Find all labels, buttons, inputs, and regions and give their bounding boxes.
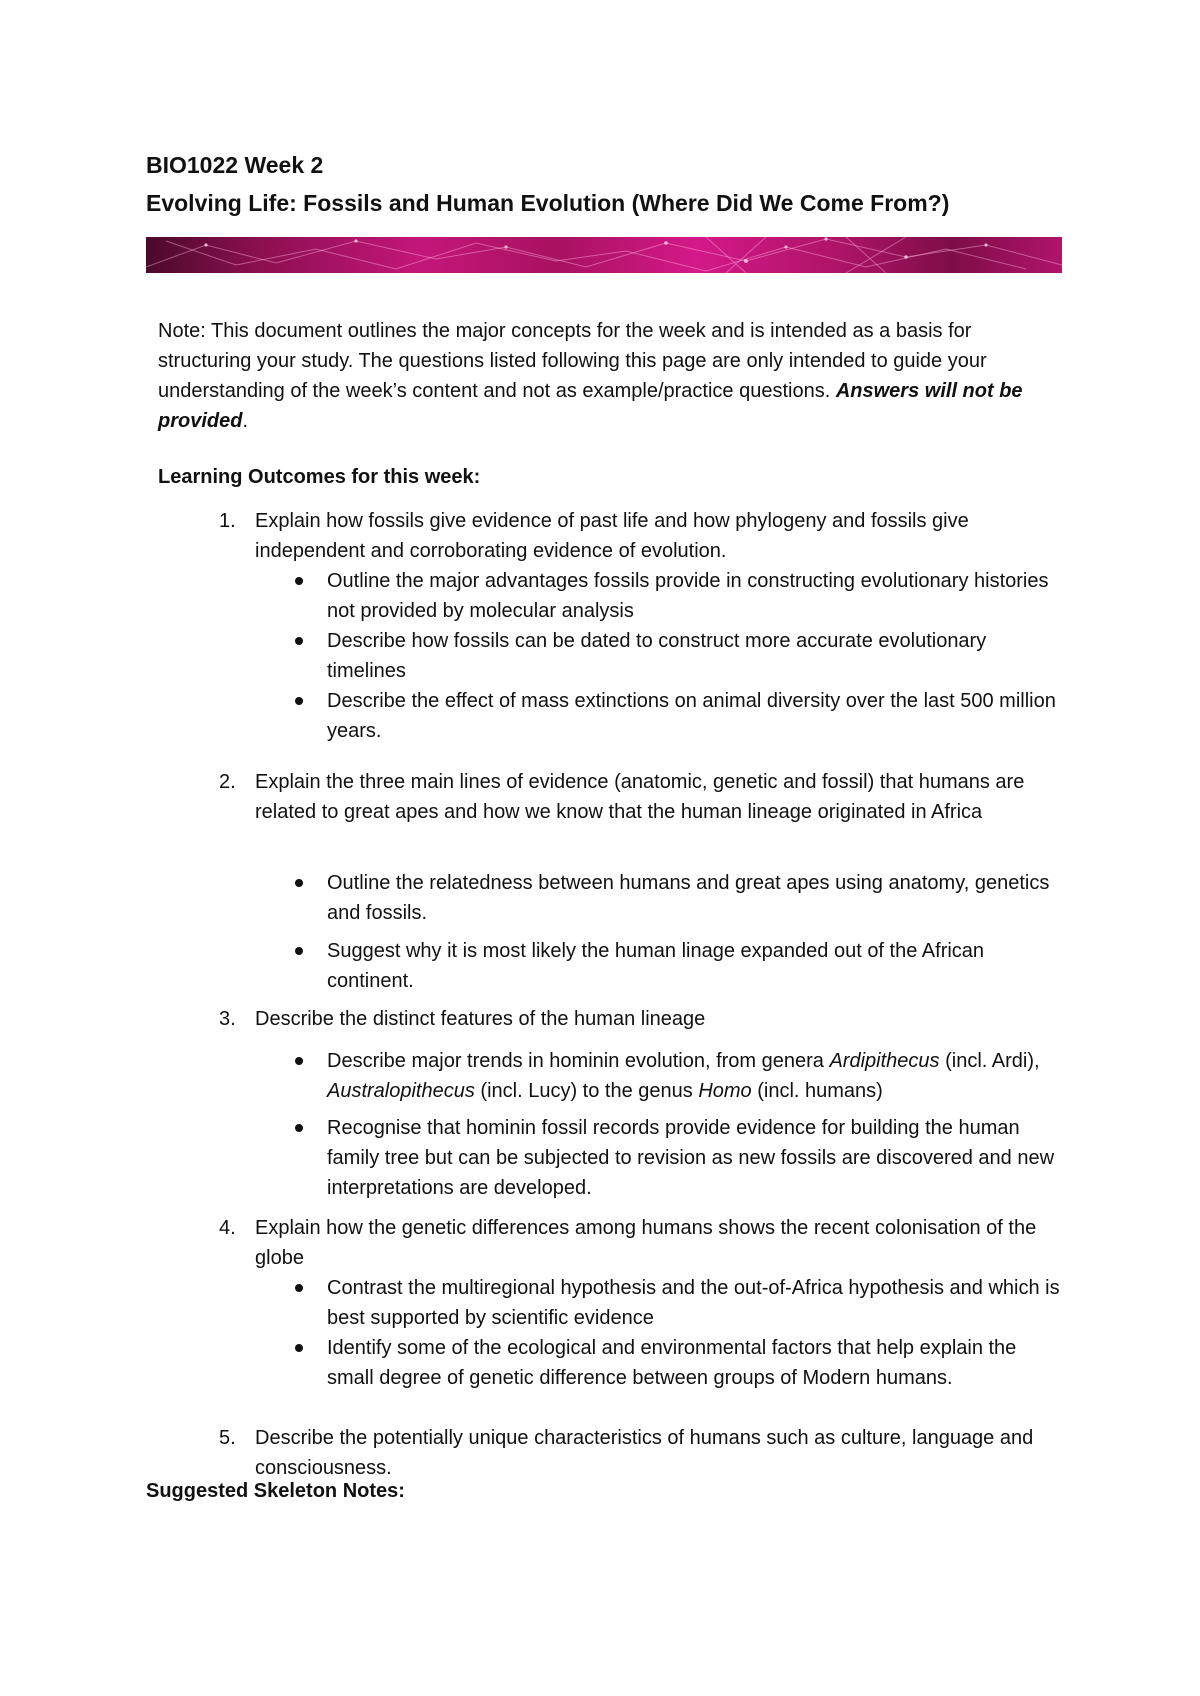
outcome-text: Explain how the genetic differences among humans shows the recent colonisation of the globe xyxy=(255,1217,1037,1269)
outcome-bullet xyxy=(327,1333,1067,1393)
outcome-number: 4. xyxy=(219,1217,236,1239)
bullet-text: Outline the major advantages fossils provide in constructing evolutionary histories not provided by molecular analysis xyxy=(327,570,1049,622)
outcome-number: 1. xyxy=(219,510,236,532)
bullet-icon xyxy=(295,697,303,705)
note-end: . xyxy=(242,410,249,432)
bullet-text-part: (incl. Lucy) to the genus xyxy=(474,1080,699,1102)
genus-australopithecus: Australopithecus xyxy=(327,1080,475,1102)
network-pattern-graphic xyxy=(146,237,1062,273)
outcome-number: 5. xyxy=(219,1427,236,1449)
bullet-text: Identify some of the ecological and environmental factors that help explain the small degree of genetic difference between groups of Modern humans. xyxy=(327,1337,1017,1389)
bullet-text: Describe the effect of mass extinctions on animal diversity over the last 500 million years. xyxy=(327,690,1056,742)
bullet-text: Suggest why it is most likely the human linage expanded out of the African continent. xyxy=(327,940,985,992)
outcome-item xyxy=(219,1004,1065,1034)
bullet-text-part: (incl. Ardi), xyxy=(939,1050,1040,1072)
outcome-text: Explain the three main lines of evidence (anatomic, genetic and fossil) that humans are related to great apes and how we know that the human lineage originated in Africa xyxy=(255,771,1025,823)
bullet-icon xyxy=(295,947,303,955)
outcome-item xyxy=(219,506,1065,566)
genus-ardipithecus: Ardipithecus xyxy=(829,1050,940,1072)
outcome-bullet xyxy=(327,626,1067,686)
outcome-bullet xyxy=(327,936,1067,996)
bullet-icon xyxy=(295,577,303,585)
outcome-bullet xyxy=(327,1273,1067,1333)
genus-homo: Homo xyxy=(698,1080,752,1102)
note-emphasis: Answers will not be provided xyxy=(158,380,1023,432)
outcome-bullet xyxy=(327,868,1067,928)
learning-outcomes-heading: Learning Outcomes for this week: xyxy=(158,466,481,488)
outcome-text: Explain how fossils give evidence of past life and how phylogeny and fossils give independent and corroborating evidence of evolution. xyxy=(255,510,969,562)
outcome-text: Describe the distinct features of the human lineage xyxy=(255,1008,706,1030)
bullet-icon xyxy=(295,1124,303,1132)
bullet-text: Describe how fossils can be dated to construct more accurate evolutionary timelines xyxy=(327,630,987,682)
outcome-item xyxy=(219,1213,1065,1273)
outcome-number: 2. xyxy=(219,771,236,793)
bullet-icon xyxy=(295,879,303,887)
bullet-text: Outline the relatedness between humans and great apes using anatomy, genetics and fossils. xyxy=(327,872,1050,924)
outcome-item xyxy=(219,767,1065,827)
outcome-bullet xyxy=(327,566,1067,626)
outcome-bullet xyxy=(327,1046,1067,1106)
outcome-text: Describe the potentially unique characteristics of humans such as culture, language and consciousness. xyxy=(255,1427,1034,1479)
note-body: Note: This document outlines the major concepts for the week and is intended as a basis for structuring your study. The questions listed following this page are only intended to guide your understanding of the week’s content and not as example/practice questions. xyxy=(158,320,987,402)
bullet-icon xyxy=(295,1344,303,1352)
bullet-icon xyxy=(295,1057,303,1065)
skeleton-notes-heading: Suggested Skeleton Notes: xyxy=(146,1480,405,1502)
bullet-text: Contrast the multiregional hypothesis and the out-of-Africa hypothesis and which is best supported by scientific evidence xyxy=(327,1277,1060,1329)
outcome-bullet xyxy=(327,1113,1067,1203)
outcome-item xyxy=(219,1423,1065,1483)
bullet-text-part: Describe major trends in hominin evolution, from genera xyxy=(327,1050,830,1072)
decorative-banner xyxy=(146,237,1062,273)
study-note xyxy=(158,316,1058,436)
week-title-heading: Evolving Life: Fossils and Human Evolution (Where Did We Come From?) xyxy=(146,190,950,216)
outcome-bullet xyxy=(327,686,1067,746)
course-code-heading: BIO1022 Week 2 xyxy=(146,152,324,178)
bullet-text-part: (incl. humans) xyxy=(751,1080,883,1102)
bullet-icon xyxy=(295,1284,303,1292)
bullet-text: Recognise that hominin fossil records provide evidence for building the human family tree but can be subjected to revision as new fossils are discovered and new interpretations are developed. xyxy=(327,1117,1055,1199)
bullet-icon xyxy=(295,637,303,645)
outcome-number: 3. xyxy=(219,1008,236,1030)
